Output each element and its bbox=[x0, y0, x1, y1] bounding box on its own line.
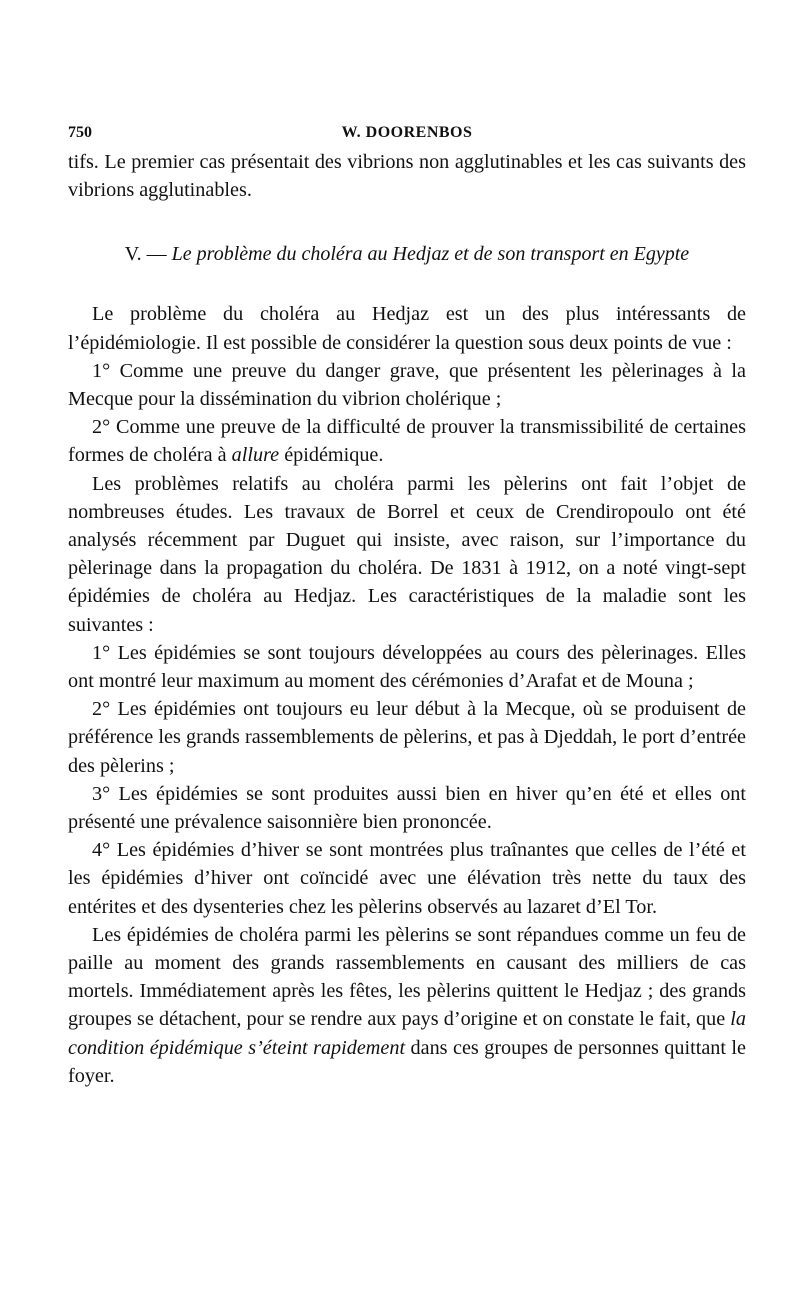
section-number: V. — bbox=[124, 243, 167, 266]
document-page bbox=[68, 120, 746, 1090]
paragraph-point-2-italic: allure bbox=[231, 444, 280, 467]
paragraph-conclusion bbox=[68, 921, 746, 1090]
page-number: 750 bbox=[68, 124, 92, 141]
paragraph-characteristic-2: 2° Les épidémies ont toujours eu leur début à la Mecque, où se produisent de préférence les grands rassemblements de pèlerins, et pas à Djeddah, le port d’entrée des pèlerins ; bbox=[68, 698, 746, 777]
paragraph-conclusion-italic: la condition épidémique s’éteint rapidement bbox=[68, 1008, 746, 1059]
paragraph-characteristic-4: 4° Les épidémies d’hiver se sont montrées plus traînantes que celles de l’été et les épidémies d’hiver ont coïncidé avec une élévation très nette du taux des entérites et des dysenteries chez les pèlerins observés au lazaret d’El Tor. bbox=[68, 839, 746, 918]
paragraph-continuation: tifs. Le premier cas présentait des vibrions non agglutinables et les cas suivants des vibrions agglutinables. bbox=[68, 151, 746, 202]
paragraph-point-1: 1° Comme une preuve du danger grave, que présentent les pèlerinages à la Mecque pour la dissémination du vibrion cholérique ; bbox=[68, 359, 746, 411]
paragraph-conclusion-end: dans ces groupes de personnes quittant le foyer. bbox=[68, 1036, 747, 1087]
paragraph-point-2-end: épidémique. bbox=[284, 444, 384, 467]
paragraph-conclusion-text: Les épidémies de choléra parmi les pèlerins se sont répandues comme un feu de paille au moment des grands rassemblements en causant des milliers de cas mortels. Immédiatement après les fêtes, les pèlerins quittent le Hedjaz ; des grands groupes se détachent, pour se rendre aux pays d’origine et on constate le fait, que bbox=[68, 923, 746, 1031]
section-title-text: Le problème du choléra au Hedjaz et de son transport en Egypte bbox=[171, 243, 690, 266]
paragraph-studies: Les problèmes relatifs au choléra parmi les pèlerins ont fait l’objet de nombreuses études. Les travaux de Borrel et ceux de Crendiropoulo ont été analysés récemment par Duguet qui insiste, avec raison, sur l’importance du pèlerinage dans la propagation du choléra. De 1831 à 1912, on a noté vingt-sept épidémies de choléra au Hedjaz. Les caractéristiques de la maladie sont les suivantes : bbox=[68, 472, 746, 636]
paragraph-characteristic-1: 1° Les épidémies se sont toujours développées au cours des pèlerinages. Elles ont montré leur maximum au moment des cérémonies d’Arafat et de Mouna ; bbox=[68, 641, 746, 693]
running-header bbox=[68, 120, 746, 148]
paragraph-point-2 bbox=[68, 413, 746, 469]
running-head-author: W. DOORENBOS bbox=[341, 124, 473, 141]
paragraph-intro: Le problème du choléra au Hedjaz est un des plus intéressants de l’épidémiologie. Il est possible de considérer la question sous deux points de vue : bbox=[68, 303, 746, 354]
paragraph-characteristic-3: 3° Les épidémies se sont produites aussi bien en hiver qu’en été et elles ont présenté une prévalence saisonnière bien prononcée. bbox=[68, 782, 746, 834]
paragraph-point-2-text: 2° Comme une preuve de la difficulté de prouver la transmissibilité de certaines formes de choléra à bbox=[68, 416, 746, 467]
section-heading bbox=[68, 240, 746, 268]
